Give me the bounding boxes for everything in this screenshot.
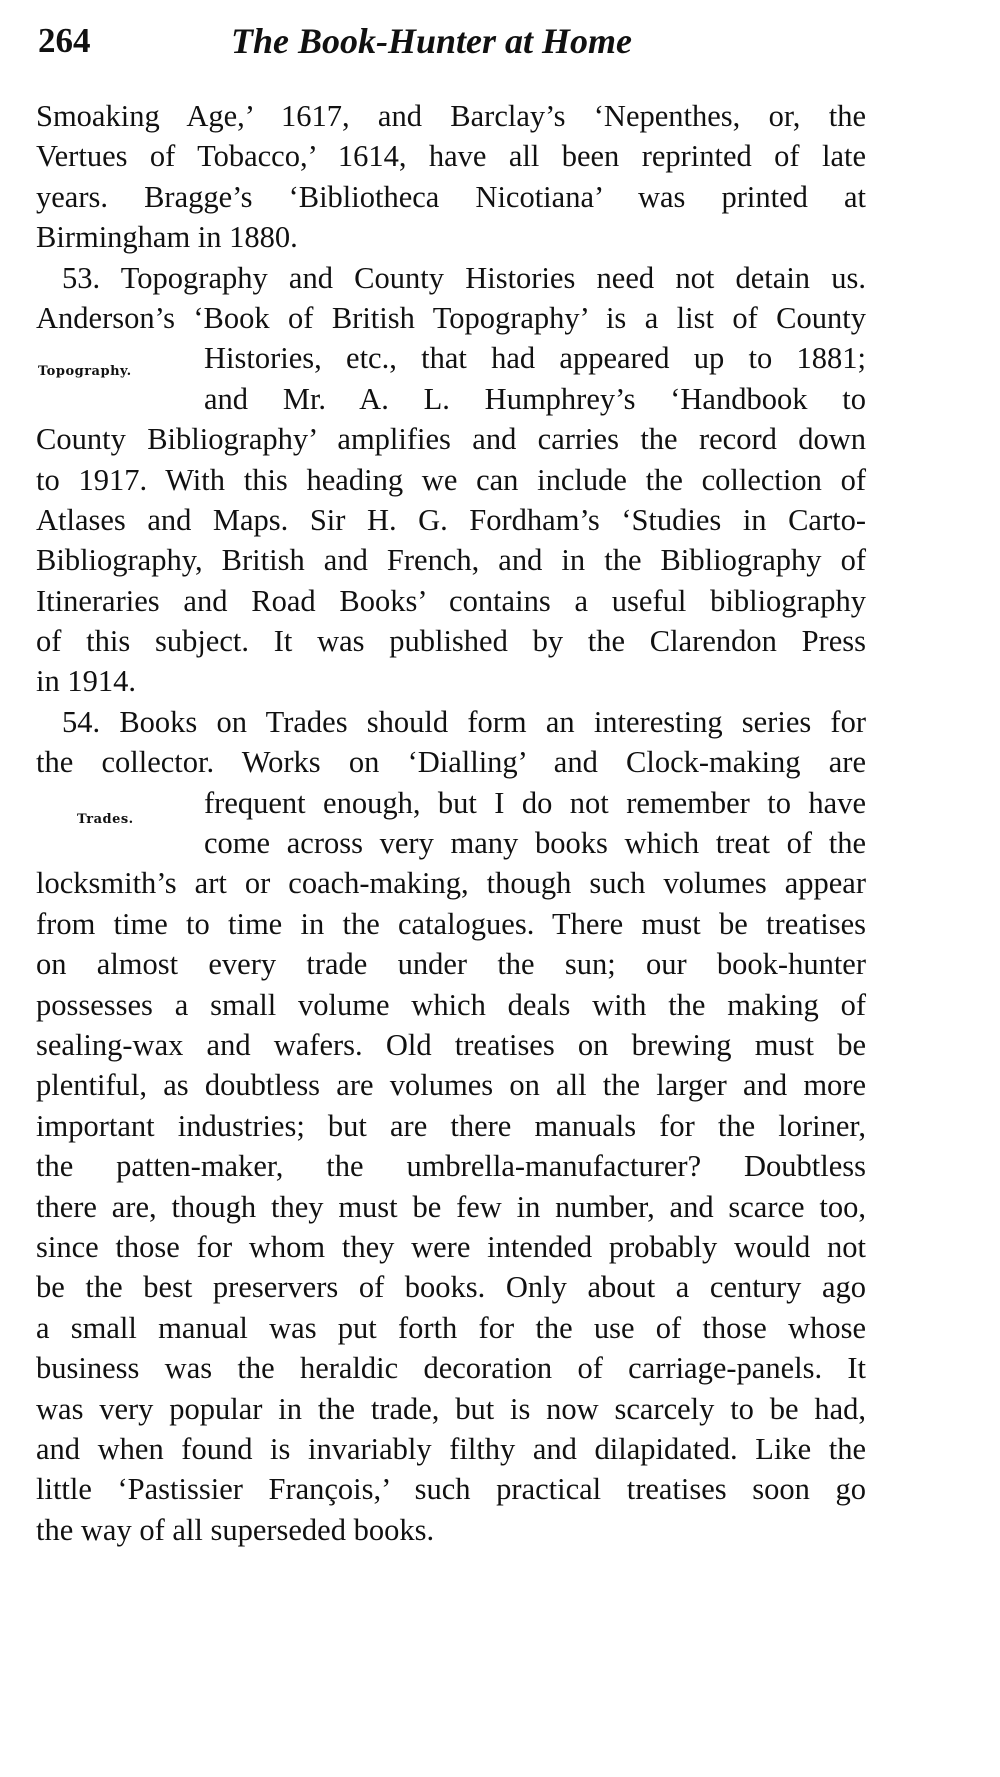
text-line: on almost every trade under the sun; our book-hunter	[36, 947, 866, 982]
page-number: 264	[38, 21, 91, 60]
text-line: and Mr. A. L. Humphrey’s ‘Handbook to	[204, 381, 866, 416]
text-line: was very popular in the trade, but is now scarcely to be had,	[36, 1391, 866, 1426]
text-line: to 1917. With this heading we can include the collection of	[36, 462, 866, 497]
text-line: County Bibliography’ amplifies and carries the record down	[36, 422, 866, 457]
text-line: Itineraries and Road Books’ contains a useful bibliography	[36, 583, 866, 618]
text-line: locksmith’s art or coach-making, though such volumes appear	[36, 866, 866, 901]
text-line: be the best preservers of books. Only about a century ago	[36, 1270, 866, 1305]
text-line: in 1914.	[36, 664, 136, 699]
text-line: Birmingham in 1880.	[36, 220, 298, 255]
text-line: the way of all superseded books.	[36, 1512, 435, 1547]
text-line: plentiful, as doubtless are volumes on all the larger and more	[36, 1068, 866, 1103]
text-line: possesses a small volume which deals with the making of	[36, 987, 866, 1022]
text-line: and when found is invariably filthy and dilapidated. Like the	[36, 1431, 866, 1466]
text-line: Anderson’s ‘Book of British Topography’ is a list of County	[36, 300, 866, 335]
text-line: a small manual was put forth for the use of those whose	[36, 1310, 866, 1345]
sidenote-topography: Topography.	[38, 364, 132, 379]
text-line: Vertues of Tobacco,’ 1614, have all been reprinted of late	[36, 139, 866, 174]
text-line: come across very many books which treat of the	[204, 826, 866, 861]
text-line: Histories, etc., that had appeared up to 1881;	[204, 341, 866, 376]
body-text	[36, 96, 866, 1550]
text-line: 54. Books on Trades should form an interesting series for	[62, 704, 866, 739]
text-line: important industries; but are there manuals for the loriner,	[36, 1108, 866, 1143]
text-line: from time to time in the catalogues. There must be treatises	[36, 906, 866, 941]
text-line: there are, though they must be few in number, and scarce too,	[36, 1189, 866, 1224]
text-line: sealing-wax and wafers. Old treatises on brewing must be	[36, 1027, 866, 1062]
text-line: Smoaking Age,’ 1617, and Barclay’s ‘Nepenthes, or, the	[36, 99, 866, 133]
text-line: years. Bragge’s ‘Bibliotheca Nicotiana’ was printed at	[36, 179, 866, 214]
text-line: since those for whom they were intended probably would not	[36, 1229, 866, 1264]
text-line: 53. Topography and County Histories need not detain us.	[62, 260, 866, 295]
text-line: Atlases and Maps. Sir H. G. Fordham’s ‘Studies in Carto-	[36, 502, 866, 537]
text-line: business was the heraldic decoration of carriage-panels. It	[36, 1351, 866, 1386]
sidenote-trades: Trades.	[77, 812, 134, 827]
text-line: the collector. Works on ‘Dialling’ and Clock-making are	[36, 745, 866, 780]
text-line: little ‘Pastissier François,’ such practical treatises soon go	[36, 1472, 866, 1507]
text-line: of this subject. It was published by the Clarendon Press	[36, 624, 866, 659]
text-line: frequent enough, but I do not remember to have	[204, 785, 866, 820]
text-line: the patten-maker, the umbrella-manufacturer? Doubtless	[36, 1149, 866, 1184]
running-header	[38, 18, 868, 68]
text-line: Bibliography, British and French, and in the Bibliography of	[36, 543, 866, 578]
running-title: The Book-Hunter at Home	[231, 21, 633, 61]
